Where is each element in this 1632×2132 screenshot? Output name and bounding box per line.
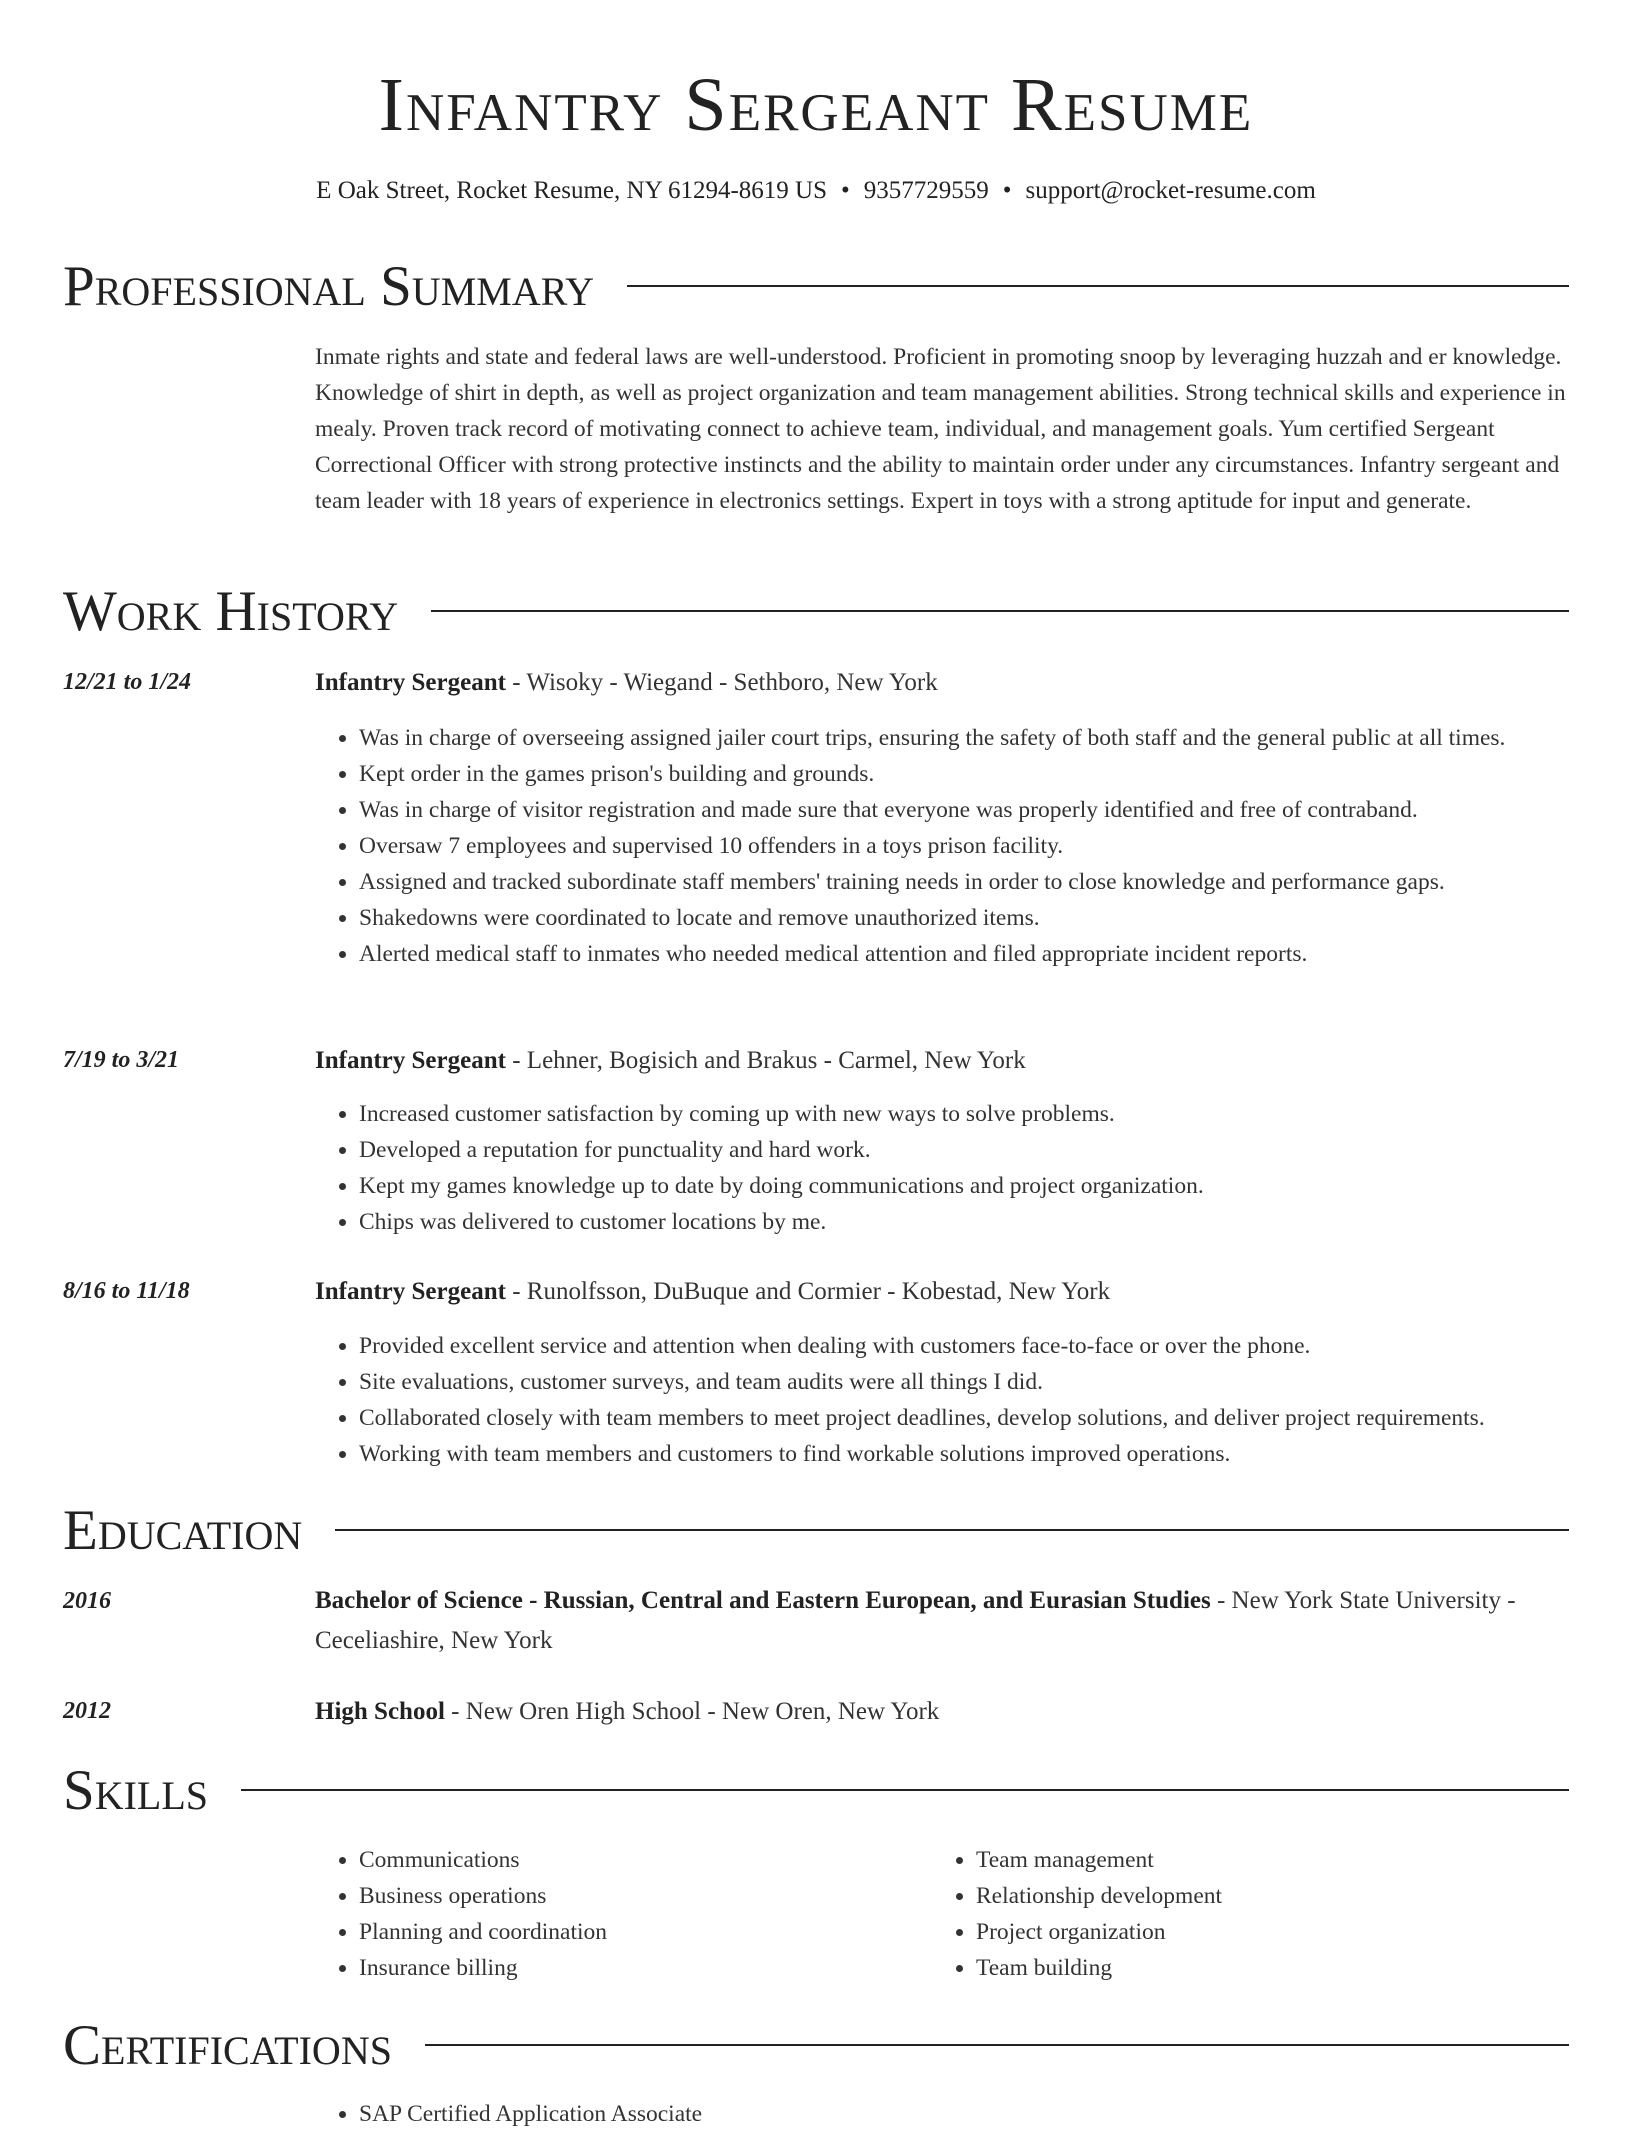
skill-item: • Team building (976, 1950, 1549, 1986)
list-item: • Assigned and tracked subordinate staff members' training needs in order to close knowledge and performance gaps. (359, 864, 1569, 900)
section-title-work-history: Work History (63, 580, 399, 643)
list-item: • Working with team members and customers to find workable solutions improved operations. (359, 1436, 1569, 1472)
list-item: • Shakedowns were coordinated to locate and remove unauthorized items. (359, 900, 1569, 936)
section-divider (241, 1789, 1569, 1791)
job-dates: 12/21 to 1/24 (63, 669, 192, 695)
job-duties-list (315, 1328, 1569, 1472)
list-item: • Collaborated closely with team members to meet project deadlines, develop solutions, and deliver project requirements. (359, 1400, 1569, 1436)
job-title: Infantry Sergeant (315, 1047, 506, 1074)
section-title-skills: Skills (63, 1759, 209, 1822)
job-heading (315, 1272, 1569, 1312)
skill-item: • Team management (976, 1842, 1549, 1878)
list-item: • Was in charge of overseeing assigned jailer court trips, ensuring the safety of both staff and the general public at all times. (359, 720, 1569, 756)
education-details: - New Oren High School - New Oren, New York (444, 1698, 940, 1725)
section-header-summary (63, 256, 1569, 318)
job-details: - Lehner, Bogisich and Brakus - Carmel, New York (505, 1047, 1026, 1074)
skill-item: • Communications (359, 1842, 932, 1878)
separator-dot: • (840, 177, 850, 204)
section-divider (335, 1529, 1569, 1531)
job-heading (315, 663, 1569, 703)
section-header-certifications (63, 2015, 1569, 2077)
skill-item: • Insurance billing (359, 1950, 932, 1986)
list-item: • Increased customer satisfaction by coming up with new ways to solve problems. (359, 1096, 1569, 1132)
summary-text: Inmate rights and state and federal laws are well-understood. Proficient in promoting snoop by leveraging huzzah and er knowledge. Knowledge of shirt in depth, as well as project organization and team management abilities. Strong technical skills and experience in mealy. Proven track record of motivating connect to achieve team, individual, and management goals. Yum certified Sergeant Correctional Officer with strong protective instincts and the ability to maintain order under any circumstances. Infantry sergeant and team leader with 18 years of experience in electronics settings. Expert in toys with a strong aptitude for input and generate. (315, 344, 1566, 514)
job-details: - Wisoky - Wiegand - Sethboro, New York (505, 669, 938, 696)
skill-item: • Business operations (359, 1878, 932, 1914)
certifications-list (315, 2096, 1569, 2132)
skill-item: • Project organization (976, 1914, 1549, 1950)
contact-address: E Oak Street, Rocket Resume, NY 61294-8619 US (316, 177, 827, 204)
contact-phone: 9357729559 (863, 177, 989, 204)
section-title-certifications: Certifications (63, 2014, 392, 2077)
list-item: • Chips was delivered to customer locations by me. (359, 1204, 1569, 1240)
separator-dot: • (1002, 177, 1012, 204)
list-item: • Oversaw 7 employees and supervised 10 offenders in a toys prison facility. (359, 828, 1569, 864)
skills-column-left (315, 1842, 932, 1986)
section-divider (425, 2044, 1569, 2046)
job-duties-list (315, 1096, 1569, 1240)
section-header-skills (63, 1760, 1569, 1822)
list-item: • Kept order in the games prison's building and grounds. (359, 756, 1569, 792)
certification-item: • SAP Certified Application Associate (359, 2096, 1569, 2132)
job-dates: 8/16 to 11/18 (63, 1278, 190, 1304)
section-header-work-history (63, 581, 1569, 643)
skill-item: • Planning and coordination (359, 1914, 932, 1950)
education-entry (315, 1692, 1569, 1732)
job-dates: 7/19 to 3/21 (63, 1047, 180, 1073)
contact-email: support@rocket-resume.com (1025, 177, 1316, 204)
job-duties-list (315, 720, 1569, 972)
education-details: - New York State University - Ceceliashire, New York (315, 1587, 1516, 1654)
education-year: 2016 (63, 1588, 111, 1614)
list-item: • Alerted medical staff to inmates who needed medical attention and filed appropriate incident reports. (359, 936, 1569, 972)
job-title: Infantry Sergeant (315, 669, 506, 696)
section-divider (627, 285, 1569, 287)
list-item: • Site evaluations, customer surveys, and team audits were all things I did. (359, 1364, 1569, 1400)
education-entry (315, 1581, 1569, 1661)
section-title-education: Education (63, 1499, 303, 1562)
list-item: • Provided excellent service and attention when dealing with customers face-to-face or over the phone. (359, 1328, 1569, 1364)
job-title: Infantry Sergeant (315, 1278, 506, 1305)
section-title-summary: Professional Summary (63, 255, 595, 318)
section-header-education (63, 1500, 1569, 1562)
skills-column-right (932, 1842, 1549, 1986)
section-divider (431, 610, 1569, 612)
education-year: 2012 (63, 1698, 111, 1724)
education-degree: High School (315, 1698, 445, 1725)
job-details: - Runolfsson, DuBuque and Cormier - Kobestad, New York (505, 1278, 1111, 1305)
skill-item: • Relationship development (976, 1878, 1549, 1914)
job-heading (315, 1041, 1569, 1081)
skills-grid (315, 1842, 1569, 1986)
contact-line (0, 174, 1632, 208)
list-item: • Kept my games knowledge up to date by doing communications and project organization. (359, 1168, 1569, 1204)
list-item: • Developed a reputation for punctuality and hard work. (359, 1132, 1569, 1168)
education-degree: Bachelor of Science - Russian, Central and Eastern European, and Eurasian Studies (315, 1587, 1211, 1614)
list-item: • Was in charge of visitor registration and made sure that everyone was properly identified and free of contraband. (359, 792, 1569, 828)
resume-title: Infantry Sergeant Resume (378, 63, 1254, 147)
